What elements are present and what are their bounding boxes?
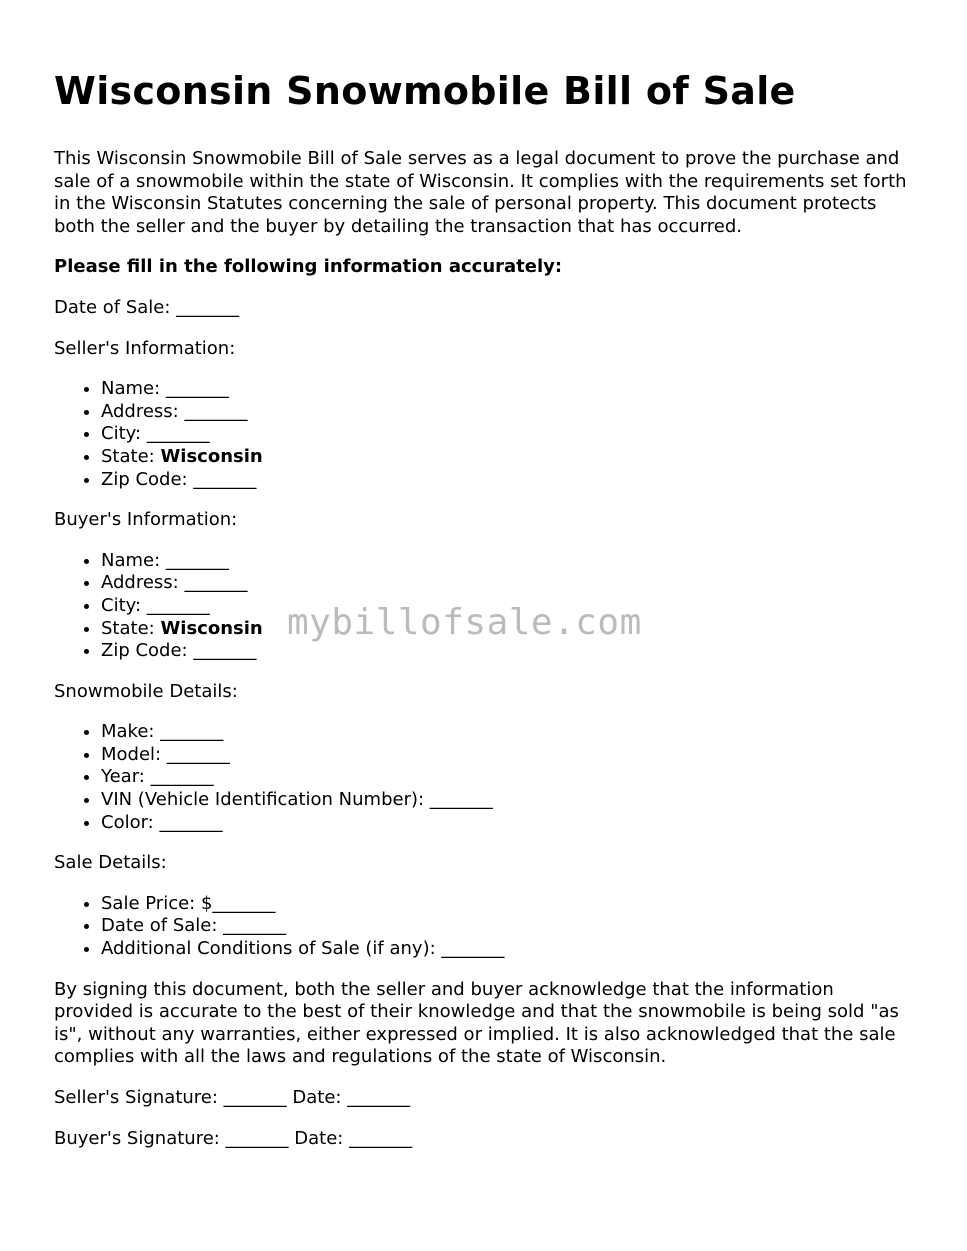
document-title: Wisconsin Snowmobile Bill of Sale (54, 69, 796, 113)
sale-price-item: • Sale Price: $_______ (101, 893, 914, 916)
buyer-name-item: • Name: _______ (101, 550, 914, 573)
sale-date-item: • Date of Sale: _______ (101, 915, 914, 938)
snowmobile-model-item: • Model: _______ (101, 744, 914, 767)
watermark-text: mybillofsale.com (287, 602, 642, 643)
seller-info-list (54, 378, 914, 491)
buyer-signature-line: Buyer's Signature: _______ Date: _______ (54, 1127, 413, 1149)
seller-state-value: Wisconsin (160, 445, 263, 467)
snowmobile-make-item: • Make: _______ (101, 721, 914, 744)
seller-zip-item: • Zip Code: _______ (101, 469, 914, 492)
seller-heading: Seller's Information: (54, 337, 236, 359)
snowmobile-heading: Snowmobile Details: (54, 680, 238, 702)
seller-name-item: • Name: _______ (101, 378, 914, 401)
snowmobile-color-item: • Color: _______ (101, 812, 914, 835)
sale-conditions-item: • Additional Conditions of Sale (if any): _______ (101, 938, 914, 961)
seller-city-item: • City: _______ (101, 423, 914, 446)
snowmobile-year-item: • Year: _______ (101, 766, 914, 789)
seller-signature-line: Seller's Signature: _______ Date: _______ (54, 1087, 411, 1108)
buyer-state-label: State: (101, 617, 161, 639)
seller-state-item (101, 446, 914, 469)
sale-heading: Sale Details: (54, 852, 167, 874)
seller-address-item: • Address: _______ (101, 401, 914, 424)
intro-paragraph: This Wisconsin Snowmobile Bill of Sale serves as a legal document to prove the purchase and sale of a snowmobile within the state of Wisconsin. It complies with the requirements set forth in the Wisconsin Statutes concerning the sale of personal property. This document protects both the seller and the buyer by detailing the transaction that has occurred. (54, 148, 907, 237)
buyer-zip-item: • Zip Code: _______ (101, 640, 914, 663)
snowmobile-details-list (54, 721, 914, 834)
date-of-sale-line: Date of Sale: _______ (54, 296, 240, 318)
seller-state-label: State: (101, 445, 161, 467)
sale-details-list (54, 893, 914, 961)
buyer-heading: Buyer's Information: (54, 509, 238, 531)
snowmobile-vin-item: • VIN (Vehicle Identification Number): _______ (101, 789, 914, 812)
acknowledgement-paragraph: By signing this document, both the seller and buyer acknowledge that the information provided is accurate to the best of their knowledge and that the snowmobile is being sold "as is", without any warranties, either expressed or implied. It is also acknowledged that the sale complies with all the laws and regulations of the state of Wisconsin. (54, 978, 899, 1068)
fill-instruction: Please fill in the following information accurately: (54, 256, 563, 278)
buyer-city-item: • City: _______ (101, 595, 914, 618)
buyer-state-value: Wisconsin (160, 617, 263, 639)
buyer-address-item: • Address: _______ (101, 572, 914, 595)
